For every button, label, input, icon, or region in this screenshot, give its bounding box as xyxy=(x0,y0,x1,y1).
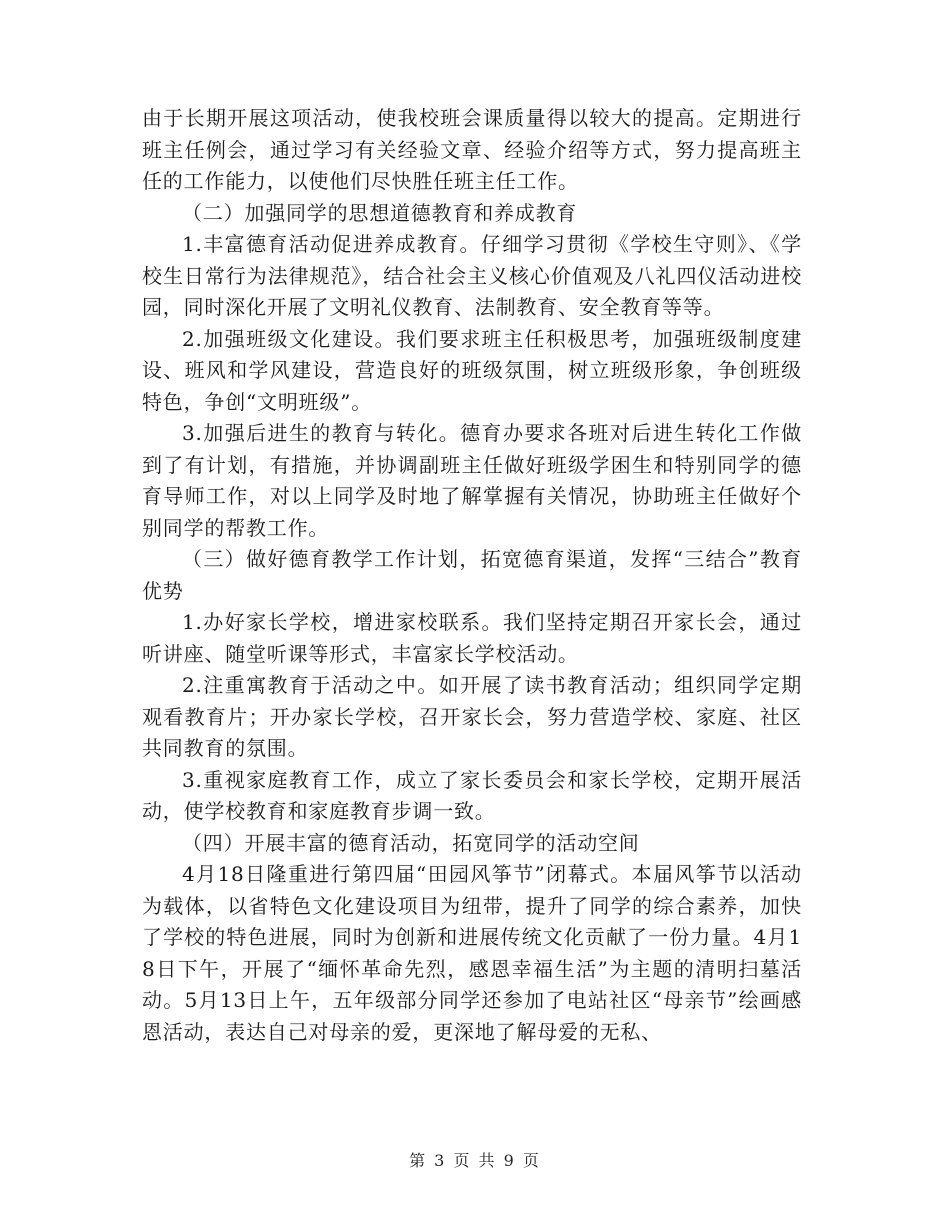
paragraph-continuation: 由于长期开展这项活动，使我校班会课质量得以较大的提高。定期进行班主任例会，通过学习有关经验文章、经验介绍等方式，努力提高班主任的工作能力，以使他们尽快胜任班主任工作。 xyxy=(142,106,802,193)
paragraph-item-3-2: 2.注重寓教育于活动之中。如开展了读书教育活动；组织同学定期观看教育片；开办家长学校，召开家长会，努力营造学校、家庭、社区共同教育的氛围。 xyxy=(142,673,802,760)
page-number-footer: 第 3 页 共 9 页 xyxy=(409,1151,541,1170)
section-heading-2: （二）加强同学的思想道德教育和养成教育 xyxy=(182,200,578,225)
section-heading-4: （四）开展丰富的德育活动，拓宽同学的活动空间 xyxy=(182,830,640,855)
document-body xyxy=(142,103,802,1048)
paragraph-item-2-1: 1.丰富德育活动促进养成教育。仔细学习贯彻《学校生守则》、《学校生日常行为法律规范》，结合社会主义核心价值观及八礼四仪活动进校园，同时深化开展了文明礼仪教育、法制教育、安全教育等等。 xyxy=(142,232,802,319)
section-heading-3: （三）做好德育教学工作计划，拓宽德育渠道，发挥“三结合”教育优势 xyxy=(142,547,802,603)
paragraph-item-3-3: 3.重视家庭教育工作，成立了家长委员会和家长学校，定期开展活动，使学校教育和家庭教育步调一致。 xyxy=(142,767,802,823)
paragraph-section-4-body: 4月18日隆重进行第四届“田园风筝节”闭幕式。本届风筝节以活动为载体，以省特色文化建设项目为纽带，提升了同学的综合素养，加快了学校的特色进展，同时为创新和进展传统文化贡献了一份力量。4月18日下午，开展了“缅怀革命先烈，感恩幸福生活”为主题的清明扫墓活动。5月13日上午，五年级部分同学还参加了电站社区“母亲节”绘画感恩活动，表达自己对母亲的爱，更深地了解母爱的无私、 xyxy=(142,862,802,1044)
paragraph-item-3-1: 1.办好家长学校，增进家校联系。我们坚持定期召开家长会，通过听讲座、随堂听课等形式，丰富家长学校活动。 xyxy=(142,610,802,666)
paragraph-item-2-3: 3.加强后进生的教育与转化。德育办要求各班对后进生转化工作做到了有计划，有措施，并协调副班主任做好班级学困生和特别同学的德育导师工作，对以上同学及时地了解掌握有关情况，协助班主任做好个别同学的帮教工作。 xyxy=(142,421,802,540)
paragraph-item-2-2: 2.加强班级文化建设。我们要求班主任积极思考，加强班级制度建设、班风和学风建设，营造良好的班级氛围，树立班级形象，争创班级特色，争创“文明班级”。 xyxy=(142,326,802,414)
